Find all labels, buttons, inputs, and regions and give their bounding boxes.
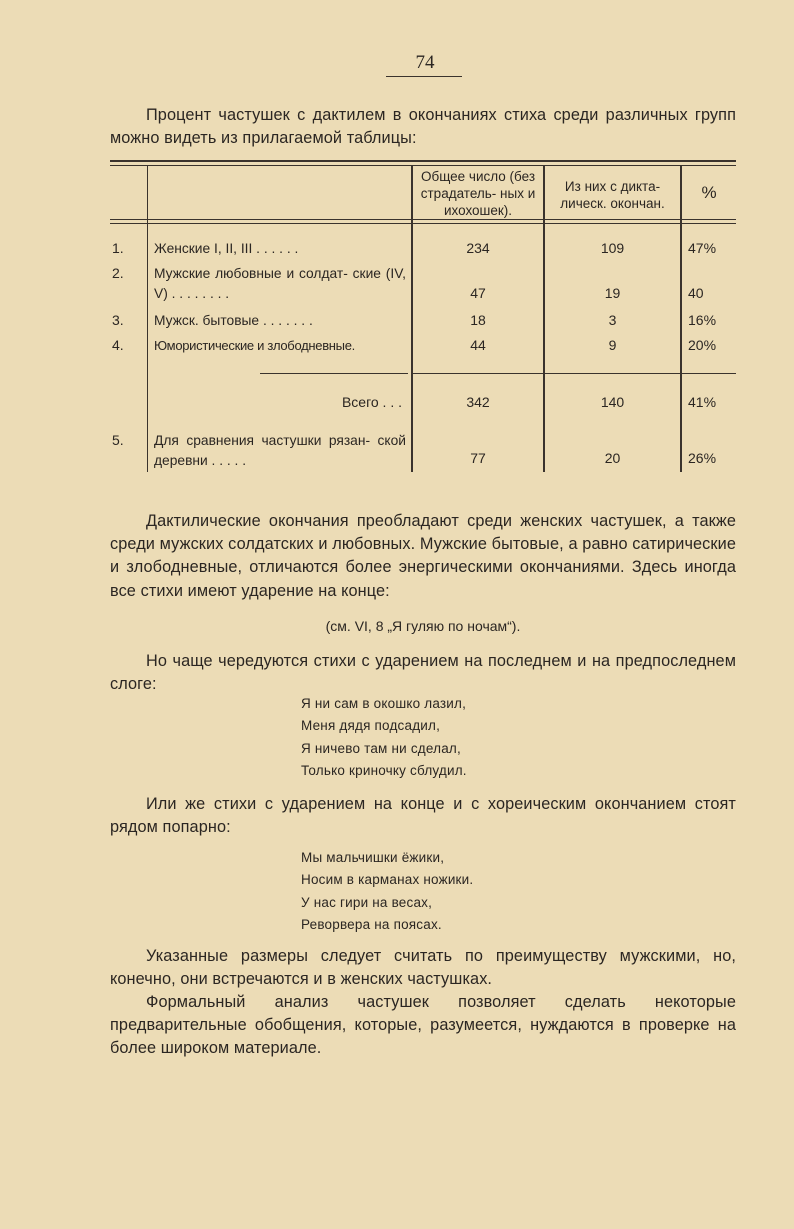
row-number: 1. bbox=[112, 240, 124, 256]
row-total: 18 bbox=[470, 312, 486, 328]
row-label: Мужские любовные и солдат- ские (IV, V) . . . . . . . . bbox=[154, 266, 406, 301]
page-number-rule bbox=[386, 76, 462, 77]
header-total: Общее число (без страдатель- ных и ихохошек). bbox=[420, 169, 536, 218]
comparison-percent: 26% bbox=[688, 450, 717, 466]
comparison-dactylic: 20 bbox=[604, 450, 621, 466]
verse-line: Носим в карманах ножики. bbox=[301, 872, 474, 888]
total-rule-label bbox=[260, 373, 408, 374]
table-vline-4 bbox=[680, 166, 682, 472]
paragraph-alternation: Но чаще чередуются стихи с ударением на последнем и на предпоследнем слоге: bbox=[110, 652, 736, 694]
verse-line: Я ничево там ни сделал, bbox=[301, 740, 461, 756]
row-percent: 47% bbox=[688, 240, 717, 256]
row-percent: 20% bbox=[688, 337, 717, 353]
verse-line: Мы мальчишки ёжики, bbox=[301, 850, 445, 865]
total-sum: 342 bbox=[466, 394, 490, 410]
total-rule-values bbox=[413, 373, 736, 374]
total-label: Всего . . . bbox=[341, 394, 402, 410]
table-vline-1 bbox=[147, 166, 148, 472]
comparison-number: 5. bbox=[112, 432, 124, 448]
verse-line: Меня дядя подсадил, bbox=[301, 718, 441, 734]
row-total: 47 bbox=[470, 285, 486, 301]
paragraph-meters: Указанные размеры следует считать по преимуществу мужскими, но, конечно, они встречаются и в женских частушках. bbox=[110, 947, 736, 989]
paragraph-dactylic: Дактилические окончания преобладают среди женских частушек, а также среди мужских солдатских и любовных. Мужские бытовые, а равно сатирические и злободневные, отличаются более энергическими окончаниями. Здесь иногда все стихи имеют ударение на конце: bbox=[110, 512, 736, 600]
row-percent: 40 bbox=[688, 285, 704, 301]
comparison-label: Для сравнения частушки рязан- ской деревни . . . . . bbox=[154, 433, 406, 468]
verse-1 bbox=[301, 693, 467, 783]
row-number: 3. bbox=[112, 312, 124, 328]
verse-line: Реворвера на поясах. bbox=[301, 917, 442, 933]
comparison-total: 77 bbox=[470, 450, 486, 466]
paragraph-conclusion: Формальный анализ частушек позволяет сделать некоторые предварительные обобщения, которые, разумеется, нуждаются в проверке на более широком материале. bbox=[110, 993, 736, 1058]
verse-line: Я ни сам в окошко лазил, bbox=[301, 696, 467, 711]
reference-note: (см. VI, 8 „Я гуляю по ночам“). bbox=[325, 618, 521, 634]
row-label: Мужск. бытовые . . . . . . . bbox=[154, 313, 313, 328]
table-top-rule-thin bbox=[110, 165, 736, 166]
row-dactylic: 109 bbox=[600, 240, 625, 256]
row-number: 2. bbox=[112, 265, 124, 281]
paragraph-pairs: Или же стихи с ударением на конце и с хореическим окончанием стоят рядом попарно: bbox=[110, 795, 736, 837]
header-dactylic: Из них с дикта- лическ. окончан. bbox=[560, 179, 665, 211]
intro-paragraph: Процент частушек с дактилем в окончаниях стиха среди различных групп можно видеть из прилагаемой таблицы: bbox=[110, 106, 736, 148]
total-dactylic: 140 bbox=[600, 394, 625, 410]
verse-line: У нас гири на весах, bbox=[301, 894, 433, 910]
table-header-rule bbox=[110, 219, 736, 220]
page-number: 74 bbox=[415, 52, 435, 73]
statistics-table bbox=[110, 160, 736, 490]
table-top-rule bbox=[110, 160, 736, 162]
verse-2 bbox=[301, 847, 473, 937]
row-number: 4. bbox=[112, 337, 124, 353]
header-percent: % bbox=[701, 183, 717, 202]
row-dactylic: 3 bbox=[608, 312, 617, 328]
row-label: Женские I, II, III . . . . . . bbox=[154, 241, 299, 256]
table-header-rule-thin bbox=[110, 223, 736, 224]
row-total: 44 bbox=[470, 337, 486, 353]
row-label: Юмористические и злободневные. bbox=[154, 338, 355, 353]
verse-line: Только криночку сблудил. bbox=[301, 763, 467, 779]
row-dactylic: 19 bbox=[604, 285, 621, 301]
row-dactylic: 9 bbox=[608, 337, 617, 353]
row-percent: 16% bbox=[688, 312, 717, 328]
row-total: 234 bbox=[466, 240, 490, 256]
total-percent: 41% bbox=[688, 394, 717, 410]
